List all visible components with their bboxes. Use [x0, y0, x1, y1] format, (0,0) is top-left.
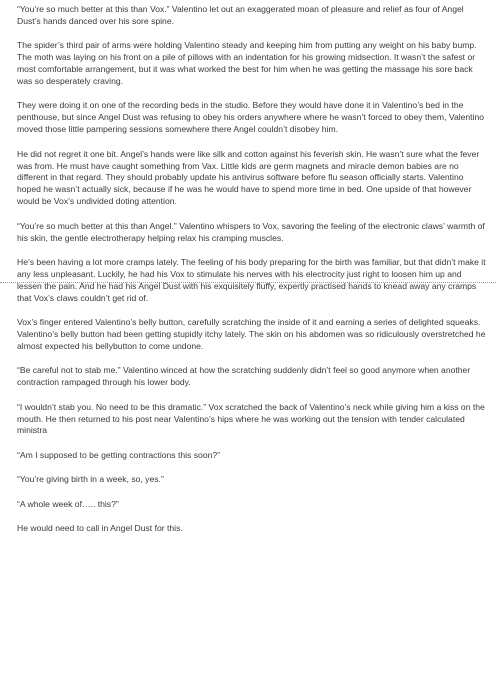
paragraph: They were doing it on one of the recording beds in the studio. Before they would have done it in Valentino’s bed in the penthouse, but since Angel Dust was refusing to obey his orders anywhere where he wasn’t forced to obey them, Valentino moved those little pampering sessions somewhere there Angel couldn’t disobey him.	[17, 100, 485, 135]
paragraph: “Am I supposed to be getting contractions this soon?”	[17, 449, 221, 460]
paragraph: “I wouldn’t stab you. No need to be this dramatic.” Vox scratched the back of Valentino’s neck while giving him a kiss on the mouth. He then returned to his post near Valentino’s hips where he was working out the tension with tender calculated ministra	[17, 401, 485, 436]
paragraph: “You’re so much better at this than Angel.” Valentino whispers to Vox, savoring the feeling of the electronic claws’ warmth of his skin, the gentle electrotherapy helping relax his cramping muscles.	[17, 220, 485, 243]
paragraph: “Be careful not to stab me.” Valentino winced at how the scratching suddenly didn’t feel so good anymore when another contraction rampaged through his lower body.	[17, 365, 471, 388]
paragraph: “A whole week of….. this?”	[17, 498, 119, 509]
paragraph: “You’re giving birth in a week, so, yes.”	[17, 474, 164, 485]
paragraph: Vox’s finger entered Valentino’s belly button, carefully scratching the inside of it and earning a series of delighted squeaks. Valentino’s belly button had been getting stupidly itchy lately. The skin on his abdomen was so ridiculously overstretched he almost expected his bellybutton to come undone.	[17, 317, 486, 351]
paragraph: He would need to call in Angel Dust for this.	[17, 523, 183, 534]
paragraph: “You’re so much better at this than Vox.” Valentino let out an exaggerated moan of pleasure and relief as four of Angel Dust’s hands danced over his sore spine.	[17, 4, 464, 26]
page-break-divider	[0, 282, 496, 283]
paragraph: He’s been having a lot more cramps lately. The feeling of his body preparing for the birth was familiar, but that didn’t make it any less unpleasant. Luckily, he had his Vox to stimulate his nerves with his electrocity just right to loosen him up and lessen the pain. And he had his Angel Dust with his exquisitely fluffy, expertly practised hands to knead away any cramps that Vox’s claws couldn’t get rid of.	[17, 257, 486, 303]
paragraph: The spider’s third pair of arms were holding Valentino steady and keeping him from putting any weight on his baby bump. The moth was laying on his front on a pile of pillows with an indentation for his growing midsection. It wasn’t the safest or most comfortable arrangement, but it was what worked the best for him when he was getting the massage his sore back was so desperately craving.	[17, 40, 477, 87]
paragraph: He did not regret it one bit. Angel’s hands were like silk and cotton against his feverish skin. He wasn’t sure what the fever was from. He must have caught something from Vax. Little kids are germ magnets and miracle demon babies are no different in that regard. They should probably update his antivirus software before flu season officially starts. Valentino hoped he wasn’t actually sick, because if he was he would have to spend more time in bed. One upside of that however would be Vox’s undivided doting attention.	[17, 148, 480, 207]
